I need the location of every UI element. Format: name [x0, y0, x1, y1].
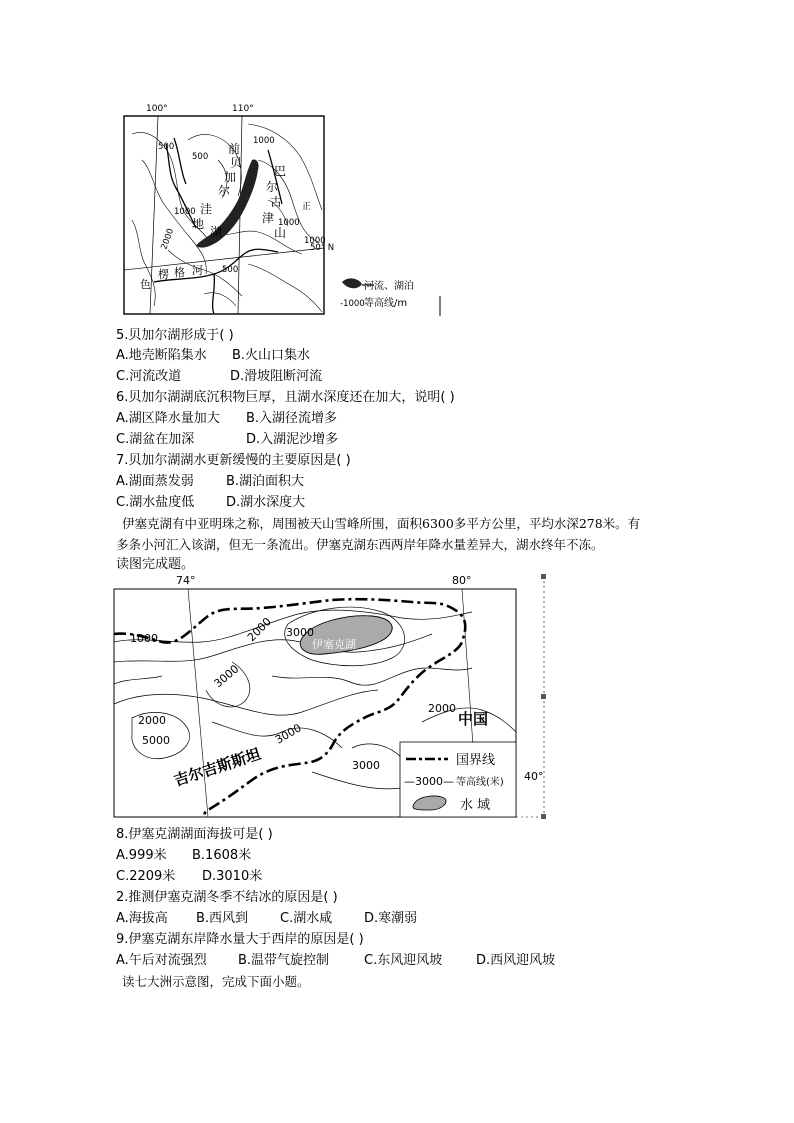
- map2-legend-contour-sample: —3000—: [404, 775, 454, 788]
- map1-place-char: 山: [274, 226, 287, 240]
- map1-legend-contour: 等高线/m: [364, 298, 408, 309]
- map1-place-char: 地: [192, 217, 205, 231]
- map2-contour-label: 2000: [138, 714, 166, 727]
- map1-river-char: 格: [174, 266, 185, 279]
- map1-contour: [248, 264, 322, 312]
- map2-legend-border: 国界线: [456, 753, 496, 768]
- map2-contour: [312, 772, 402, 789]
- map1-river: [213, 274, 215, 314]
- map2-contour: [114, 676, 162, 684]
- map1-contour-label: 1000: [174, 207, 196, 217]
- map2-legend-water: 水 域: [460, 798, 491, 813]
- q7-option-a[interactable]: A.湖面蒸发弱: [116, 474, 194, 489]
- map2-contour-label: 1000: [130, 632, 158, 645]
- q8-option-c[interactable]: C.2209米: [116, 869, 176, 884]
- map1-place-char: 尔: [266, 180, 279, 194]
- map1-contour-label: 1000: [278, 218, 300, 228]
- q2-option-a[interactable]: A.海拔高: [116, 911, 168, 926]
- q6-option-b[interactable]: B.入湖径流增多: [246, 411, 338, 426]
- q9-option-d[interactable]: D.西风迎风坡: [476, 953, 556, 968]
- map2-contour-label: 3000: [286, 626, 314, 639]
- q8-option-d[interactable]: D.3010米: [202, 869, 263, 884]
- map1-contour: [258, 160, 318, 242]
- q5-option-d[interactable]: D.滑坡阻断河流: [230, 369, 323, 384]
- issyk-kul-map: [112, 572, 552, 822]
- map1-place-char: 古: [270, 195, 283, 209]
- map2-contour-label: 3000: [352, 759, 380, 772]
- q9-option-b[interactable]: B.温带气旋控制: [238, 953, 330, 968]
- q2-option-d[interactable]: D.寒潮弱: [364, 911, 418, 926]
- q6-option-d[interactable]: D.入湖泥沙增多: [246, 432, 339, 447]
- q5-option-c[interactable]: C.河流改道: [116, 369, 182, 384]
- map1-river-char: 色: [140, 278, 151, 291]
- question-6: 6.贝加尔湖湖底沉积物巨厚，且湖水深度还在加大，说明( ): [116, 390, 455, 405]
- outro-line: 读七大洲示意图，完成下面小题。: [122, 974, 310, 989]
- map2-country-china: 中国: [458, 710, 489, 728]
- map1-river-char: 河: [192, 264, 203, 277]
- map2-contour-label: 5000: [142, 734, 170, 747]
- q9-option-a[interactable]: A.午后对流强烈: [116, 953, 207, 968]
- map2-lon-80: 80°: [452, 574, 472, 587]
- map2-contour-label: 2000: [244, 615, 274, 645]
- intro-line-2: 多条小河汇入该湖，但无一条流出。伊塞克湖东西两岸年降水量差异大，湖水终年不冻。: [116, 537, 604, 552]
- map1-contour-label: 500: [222, 265, 239, 275]
- map1-place-char: 洼: [200, 202, 213, 216]
- map2-legend-contour: 等高线(米): [456, 777, 504, 788]
- map2-handle: [541, 814, 546, 819]
- map1-contour-label: 1000: [253, 136, 275, 146]
- map1-place-char: 前: [228, 142, 241, 156]
- map2-contour-label: 3000: [273, 721, 304, 747]
- map1-contour-label: 500: [192, 152, 209, 162]
- question-7: 7.贝加尔湖湖水更新缓慢的主要原因是( ): [116, 453, 351, 468]
- q7-option-d[interactable]: D.湖水深度大: [226, 495, 306, 510]
- q8-option-a[interactable]: A.999米: [116, 848, 167, 863]
- map2-lon-74: 74°: [176, 574, 196, 587]
- map1-contour-label: 1000: [304, 236, 326, 246]
- question-8: 8.伊塞克湖湖面海拔可是( ): [116, 827, 273, 842]
- map2-lake-label: 伊塞克湖: [312, 638, 356, 651]
- map2-contour-label: 2000: [428, 702, 456, 715]
- q7-option-c[interactable]: C.湖水盐度低: [116, 495, 195, 510]
- intro-line-3: 读图完成题。: [116, 557, 195, 572]
- map2-contour: [114, 690, 378, 715]
- q6-option-c[interactable]: C.湖盆在加深: [116, 432, 195, 447]
- map1-contour: [214, 231, 302, 254]
- q8-option-b[interactable]: B.1608米: [192, 848, 252, 863]
- q2-option-c[interactable]: C.湖水咸: [280, 911, 333, 926]
- map2-handle: [541, 574, 546, 579]
- map1-contour-label: 2000: [159, 227, 177, 252]
- map2-contour: [272, 668, 472, 685]
- question-9: 9.伊塞克湖东岸降水量大于西岸的原因是( ): [116, 932, 364, 947]
- map1-place-char: 正: [302, 202, 312, 212]
- baikal-map: [118, 100, 448, 322]
- map2-lat-40: 40°: [524, 770, 544, 783]
- map1-place-char: 湖: [210, 225, 223, 239]
- map1-place-char: 贝: [230, 156, 243, 170]
- q7-option-b[interactable]: B.湖泊面积大: [226, 474, 305, 489]
- map1-place-char: 巴: [274, 164, 287, 178]
- map1-legend-water: 河流、湖泊: [364, 281, 414, 292]
- map2-country-kyrgyzstan: 吉尔吉斯斯坦: [171, 744, 263, 790]
- q6-option-a[interactable]: A.湖区降水量加大: [116, 411, 220, 426]
- q5-option-b[interactable]: B.火山口集水: [232, 348, 311, 363]
- map2-handle: [541, 694, 546, 699]
- question-5: 5.贝加尔湖形成于( ): [116, 328, 234, 343]
- map1-place-char: 津: [262, 211, 275, 225]
- map1-contour-label: 500: [158, 142, 175, 152]
- map1-lat-50: 50° N: [310, 243, 335, 253]
- q5-option-a[interactable]: A.地壳断陷集水: [116, 348, 207, 363]
- map1-lon-110: 110°: [232, 104, 254, 114]
- map1-place-char: 尔: [218, 184, 231, 198]
- intro-line-1: 伊塞克湖有中亚明珠之称，周围被天山雪峰所围，面积6300多平方公里，平均水深278米。有: [122, 516, 641, 531]
- map1-lon-100: 100°: [146, 104, 168, 114]
- map1-legend-water-symbol: [342, 278, 362, 288]
- map2-contour-label: 3000: [211, 662, 242, 691]
- map1-river-char: 楞: [158, 268, 169, 281]
- map1-place-char: 加: [224, 170, 237, 184]
- map1-legend-contour-sample: -1000-: [340, 299, 368, 309]
- question-2: 2.推测伊塞克湖冬季不结冰的原因是( ): [116, 890, 338, 905]
- q2-option-b[interactable]: B.西风到: [196, 911, 249, 926]
- map1-contour: [204, 293, 236, 306]
- q9-option-c[interactable]: C.东风迎风坡: [364, 953, 443, 968]
